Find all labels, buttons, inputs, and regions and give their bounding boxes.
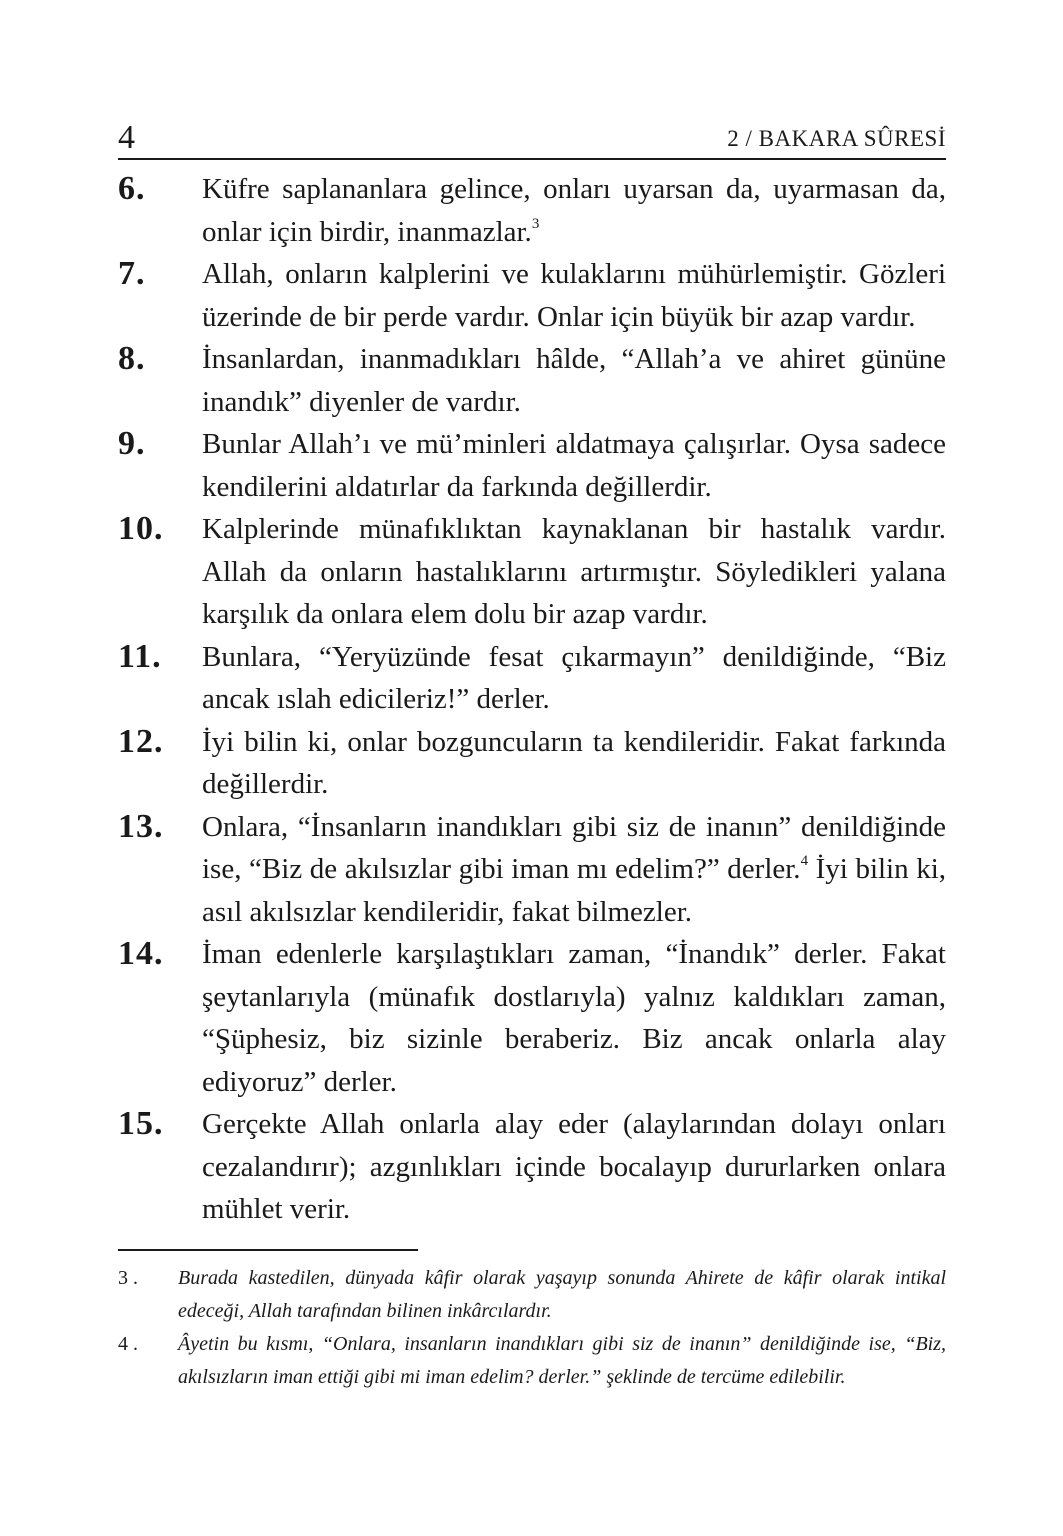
verse-10 xyxy=(118,508,946,636)
verse-number: 15. xyxy=(118,1105,164,1142)
footnote-number: 4 . xyxy=(118,1333,138,1355)
verse-text xyxy=(202,168,946,253)
verse-number: 10. xyxy=(118,510,164,547)
verse-14 xyxy=(118,933,946,1103)
footnote-3 xyxy=(118,1262,946,1328)
verse-8 xyxy=(118,338,946,423)
verse-text: Bunlar Allah’ı ve mü’minleri aldatmaya çalışırlar. Oysa sadece kendilerini aldatırlar da farkında değillerdir. xyxy=(202,428,946,503)
verse-6 xyxy=(118,168,946,253)
footnote-text: Burada kastedilen, dünyada kâfir olarak yaşayıp sonunda Ahirete de kâfir olarak intikal edeceği, Allah tarafından bilinen inkârcılardır. xyxy=(178,1267,946,1322)
footnote-text: Âyetin bu kısmı, “Onlara, insanların inandıkları gibi siz de inanın” denildiğinde ise, “Biz, akılsızların iman ettiği gibi mi iman edelim? derler.” şeklinde de tercüme edilebilir. xyxy=(178,1333,946,1388)
verse-text xyxy=(202,806,946,934)
footnote-divider xyxy=(118,1249,418,1251)
page-header xyxy=(118,118,946,160)
verse-number: 13. xyxy=(118,807,164,845)
verse-number: 12. xyxy=(118,722,164,760)
verse-list xyxy=(118,168,946,1231)
page-number: 4 xyxy=(118,119,135,156)
verse-12 xyxy=(118,721,946,806)
verse-number: 11. xyxy=(118,637,162,675)
verse-number: 7. xyxy=(118,255,146,292)
verse-text-content: Küfre saplananlara gelince, onları uyarsan da, uyarmasan da, onlar için birdir, inanmazlar. xyxy=(202,173,946,248)
verse-text: İnsanlardan, inanmadıkları hâlde, “Allah’a ve ahiret gününe inandık” diyenler de vardır. xyxy=(202,343,946,418)
verse-text: İyi bilin ki, onlar bozguncuların ta kendileridir. Fakat farkında değillerdir. xyxy=(202,725,946,800)
verse-number: 14. xyxy=(118,935,164,972)
verse-text: Allah, onların kalplerini ve kulaklarını mühürlemiştir. Gözleri üzerinde de bir perde vardır. Onlar için büyük bir azap vardır. xyxy=(202,258,946,333)
verse-13 xyxy=(118,806,946,934)
verse-text: İman edenlerle karşılaştıkları zaman, “İnandık” derler. Fakat şeytanlarıyla (münafık dostlarıyla) yalnız kaldıkları zaman, “Şüphesiz, biz sizinle beraberiz. Biz ancak onlarla alay ediyoruz” derler. xyxy=(202,938,946,1098)
verse-7 xyxy=(118,253,946,338)
footnote-4 xyxy=(118,1328,946,1394)
verse-text-content: Onlara, “İnsanların inandıkları gibi siz de inanın” denildiğinde ise, “Biz de akılsızlar gibi iman mı edelim?” derler. xyxy=(202,810,946,885)
verse-text-content: İyi bilin ki, asıl akılsızlar kendileridir, fakat bilmezler. xyxy=(202,853,946,928)
footnote-list xyxy=(118,1262,946,1394)
verse-11 xyxy=(118,636,946,721)
verse-text: Bunlara, “Yeryüzünde fesat çıkarmayın” denildiğinde, “Biz ancak ıslah edicileriz!” derler. xyxy=(202,640,946,715)
verse-number: 9. xyxy=(118,425,146,462)
footnote-ref[interactable]: 3 xyxy=(531,215,540,232)
verse-15 xyxy=(118,1103,946,1231)
verse-number: 6. xyxy=(118,170,146,207)
footnote-ref[interactable]: 4 xyxy=(800,853,809,869)
section-title: 2 / BAKARA SÛRESİ xyxy=(727,126,946,151)
footnote-number: 3 . xyxy=(118,1267,138,1289)
verse-text: Kalplerinde münafıklıktan kaynaklanan bir hastalık vardır. Allah da onların hastalıklarını artırmıştır. Söyledikleri yalana karşılık da onlara elem dolu bir azap vardır. xyxy=(202,513,946,630)
verse-9 xyxy=(118,423,946,508)
verse-text: Gerçekte Allah onlarla alay eder (alaylarından dolayı onları cezalandırır); azgınlıkları içinde bocalayıp dururlarken onlara mühlet verir. xyxy=(202,1108,946,1225)
verse-number: 8. xyxy=(118,340,146,377)
